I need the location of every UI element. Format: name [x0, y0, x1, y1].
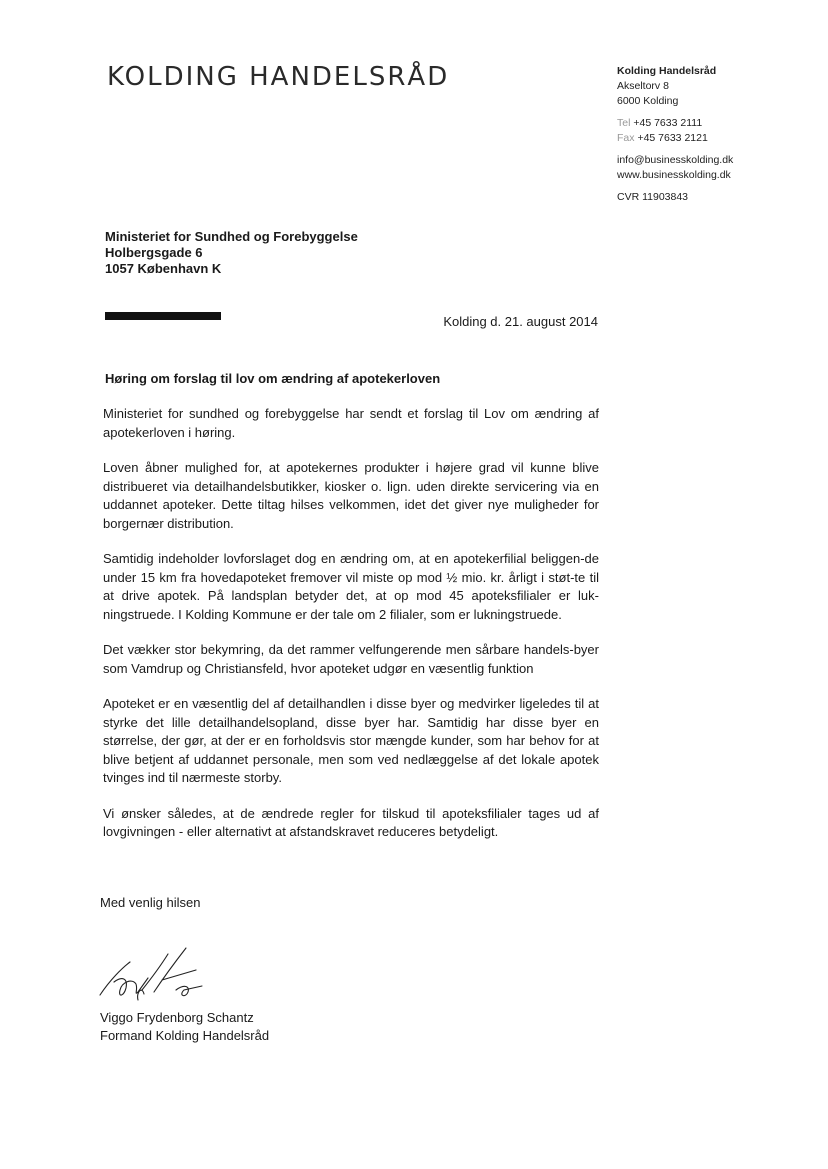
sender-cvr: CVR 11903843 [617, 191, 689, 203]
tel-number: +45 7633 2111 [633, 117, 703, 129]
sender-fax [617, 131, 733, 146]
fax-label: Fax [617, 132, 635, 144]
sender-email: info@businesskolding.dk [617, 154, 734, 166]
body-paragraph: Det vækker stor bekymring, da det rammer velfungerende men sårbare handels-byer som Vamdrup og Christiansfeld, hvor apoteket udgør en væsentlig funktion [103, 642, 599, 676]
letterhead-logo: KOLDING HANDELSRÅD [107, 62, 450, 92]
recipient-city: 1057 København K [105, 261, 222, 276]
sender-web: www.businesskolding.dk [617, 169, 731, 181]
body-paragraph: Samtidig indeholder lovforslaget dog en ændring om, at en apotekerfilial beliggen-de under 15 km fra hovedapoteket fremover vil miste op mod ½ mio. kr. årligt i støt-te til at drive apotek. På landsplan betyder det, at op mod 45 apoteksfilialer er luk-ningstruede. I Kolding Kommune er der tale om 2 filialer, som er lukningstruede. [103, 551, 599, 622]
handwritten-signature [92, 940, 232, 1010]
letter-date: Kolding d. 21. august 2014 [443, 314, 598, 329]
letter-subject: Høring om forslag til lov om ændring af apotekerloven [105, 371, 441, 386]
sender-street: Akseltorv 8 [617, 80, 669, 92]
sender-address-block [617, 64, 733, 205]
signer-block [100, 1009, 269, 1045]
letter-body [103, 405, 599, 859]
recipient-address-block [105, 229, 358, 277]
body-paragraph: Apoteket er en væsentlig del af detailhandlen i disse byer og medvirker ligeledes til at styrke det lille detailhandelsopland, disse byer har. Samtidig har disse byer en størrelse, der gør, at der er en forholdsvis stor mængde kunder, som har behov for at blive betjent af uddannet personale, men som ved nedlæggelse af det lokale apotek tvinges ind til nærmeste storby. [103, 696, 599, 785]
redaction-bar [105, 312, 221, 320]
body-paragraph: Loven åbner mulighed for, at apotekernes produkter i højere grad vil kunne blive distribueret via detailhandelsbutikker, kiosker o. lign. uden direkte servicering via en uddannet apoteker. Dette tiltag hilses velkommen, idet det giver nye muligheder for borgernær distribution. [103, 460, 599, 531]
sender-tel [617, 116, 733, 131]
recipient-name: Ministeriet for Sundhed og Forebyggelse [105, 229, 358, 244]
body-paragraph: Ministeriet for sundhed og forebyggelse har sendt et forslag til Lov om ændring af apotekerloven i høring. [103, 406, 599, 440]
sender-city: 6000 Kolding [617, 95, 679, 107]
letter-closing: Med venlig hilsen [100, 895, 201, 910]
sender-name: Kolding Handelsråd [617, 65, 717, 77]
recipient-street: Holbergsgade 6 [105, 245, 203, 260]
body-paragraph: Vi ønsker således, at de ændrede regler for tilskud til apoteksfilialer tages ud af lovgivningen - eller alternativt at afstandskravet reduceres betydeligt. [103, 805, 599, 839]
fax-number: +45 7633 2121 [637, 132, 708, 144]
signer-title: Formand Kolding Handelsråd [100, 1028, 270, 1043]
signer-name: Viggo Frydenborg Schantz [100, 1010, 254, 1025]
tel-label: Tel [617, 117, 631, 129]
